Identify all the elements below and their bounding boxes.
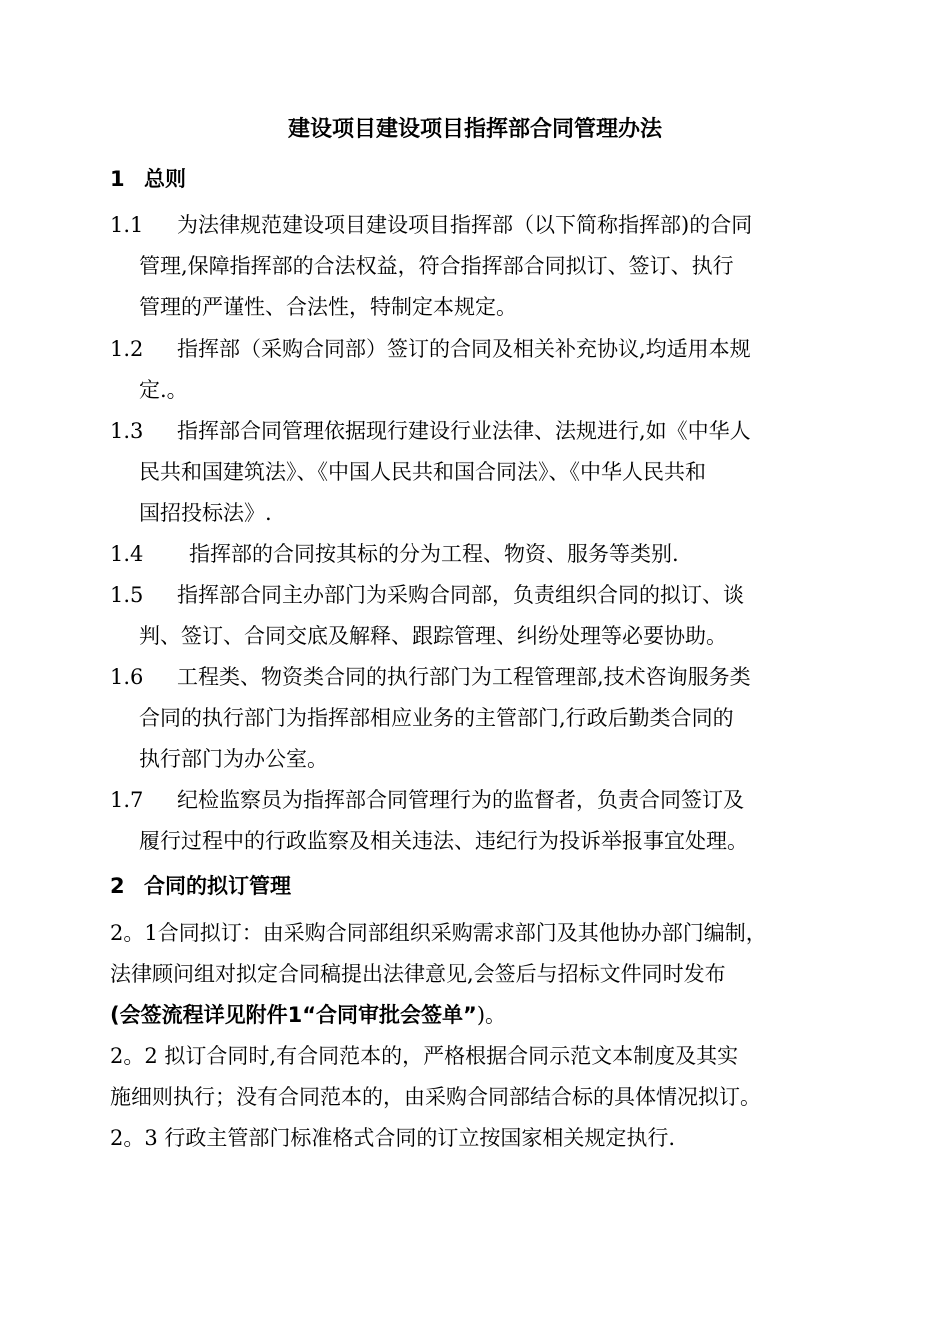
clause-line	[110, 780, 850, 821]
clause-text: 法律顾问组对拟定合同稿提出法律意见,会签后与招标文件同时发布	[110, 962, 726, 986]
clause-text: 指挥部合同主办部门为采购合同部，负责组织合同的拟订、谈	[177, 583, 744, 607]
clause-1-4	[110, 534, 850, 575]
clause-number: 1.5	[110, 583, 144, 607]
clause-text: 管理的严谨性、合法性，特制定本规定。	[139, 295, 517, 319]
clause-number: 1.2	[110, 337, 144, 361]
clause-text: 执行部门为办公室。	[139, 747, 328, 771]
clause-number: 1.4	[110, 542, 144, 566]
paren-close: )。	[476, 1003, 507, 1027]
clause-text: 国招投标法》.	[139, 501, 272, 525]
clause-1-2	[110, 329, 850, 411]
clause-line	[110, 411, 850, 452]
clause-line	[110, 575, 850, 616]
clause-text: 指挥部合同管理依据现行建设行业法律、法规进行,如《中华人	[177, 419, 751, 443]
clause-text: 2。3 行政主管部门标准格式合同的订立按国家相关规定执行.	[110, 1126, 676, 1150]
section-2-title: 合同的拟订管理	[144, 874, 291, 898]
clause-number: 1.3	[110, 419, 144, 443]
clause-2-1	[110, 913, 850, 1036]
clause-text: 指挥部的合同按其标的分为工程、物资、服务等类别.	[189, 542, 679, 566]
clause-line	[110, 995, 850, 1036]
clause-2-3	[110, 1118, 850, 1159]
clause-text: 定.。	[139, 378, 188, 402]
clause-text: 纪检监察员为指挥部合同管理行为的监督者，负责合同签订及	[177, 788, 744, 812]
clause-line	[110, 657, 850, 698]
clause-text: 判、签订、合同交底及解释、跟踪管理、纠纷处理等必要协助。	[139, 624, 727, 648]
clause-2-2	[110, 1036, 850, 1118]
clause-text: 为法律规范建设项目建设项目指挥部（以下简称指挥部)的合同	[177, 213, 753, 237]
clause-text: 指挥部（采购合同部）签订的合同及相关补充协议,均适用本规	[177, 337, 751, 361]
clause-text: 工程类、物资类合同的执行部门为工程管理部,技术咨询服务类	[177, 665, 751, 689]
clause-line	[110, 205, 850, 246]
clause-line	[110, 329, 850, 370]
clause-1-3	[110, 411, 850, 534]
section-1-heading	[110, 163, 186, 195]
clause-1-5	[110, 575, 850, 657]
clause-text: 2。2 拟订合同时,有合同范本的，严格根据合同示范文本制度及其实	[110, 1044, 739, 1068]
clause-text: 合同的执行部门为指挥部相应业务的主管部门,行政后勤类合同的	[139, 706, 734, 730]
clause-1-6	[110, 657, 850, 780]
attachment-reference: 会签流程详见附件1“合同审批会签单”	[119, 1003, 477, 1027]
section-1-number: 1	[110, 167, 125, 191]
clause-1-1	[110, 205, 850, 328]
clause-number: 1.1	[110, 213, 144, 237]
clause-1-7	[110, 780, 850, 862]
clause-line	[110, 534, 850, 575]
clause-number: 1.6	[110, 665, 144, 689]
paren-open: (	[110, 1003, 120, 1027]
clause-text: 民共和国建筑法》、《中国人民共和国合同法》、《中华人民共和	[139, 460, 706, 484]
clause-text: 管理,保障指挥部的合法权益，符合指挥部合同拟订、签订、执行	[139, 254, 734, 278]
clause-text: 施细则执行；没有合同范本的，由采购合同部结合标的具体情况拟订。	[110, 1085, 761, 1109]
section-2-number: 2	[110, 874, 125, 898]
section-2-heading	[110, 870, 291, 902]
clause-text: 2。1合同拟订：由采购合同部组织采购需求部门及其他协办部门编制，	[110, 921, 767, 945]
clause-number: 1.7	[110, 788, 144, 812]
document-title: 建设项目建设项目指挥部合同管理办法	[287, 117, 662, 142]
clause-text: 履行过程中的行政监察及相关违法、违纪行为投诉举报事宜处理。	[139, 829, 748, 853]
section-1-title: 总则	[144, 167, 186, 191]
